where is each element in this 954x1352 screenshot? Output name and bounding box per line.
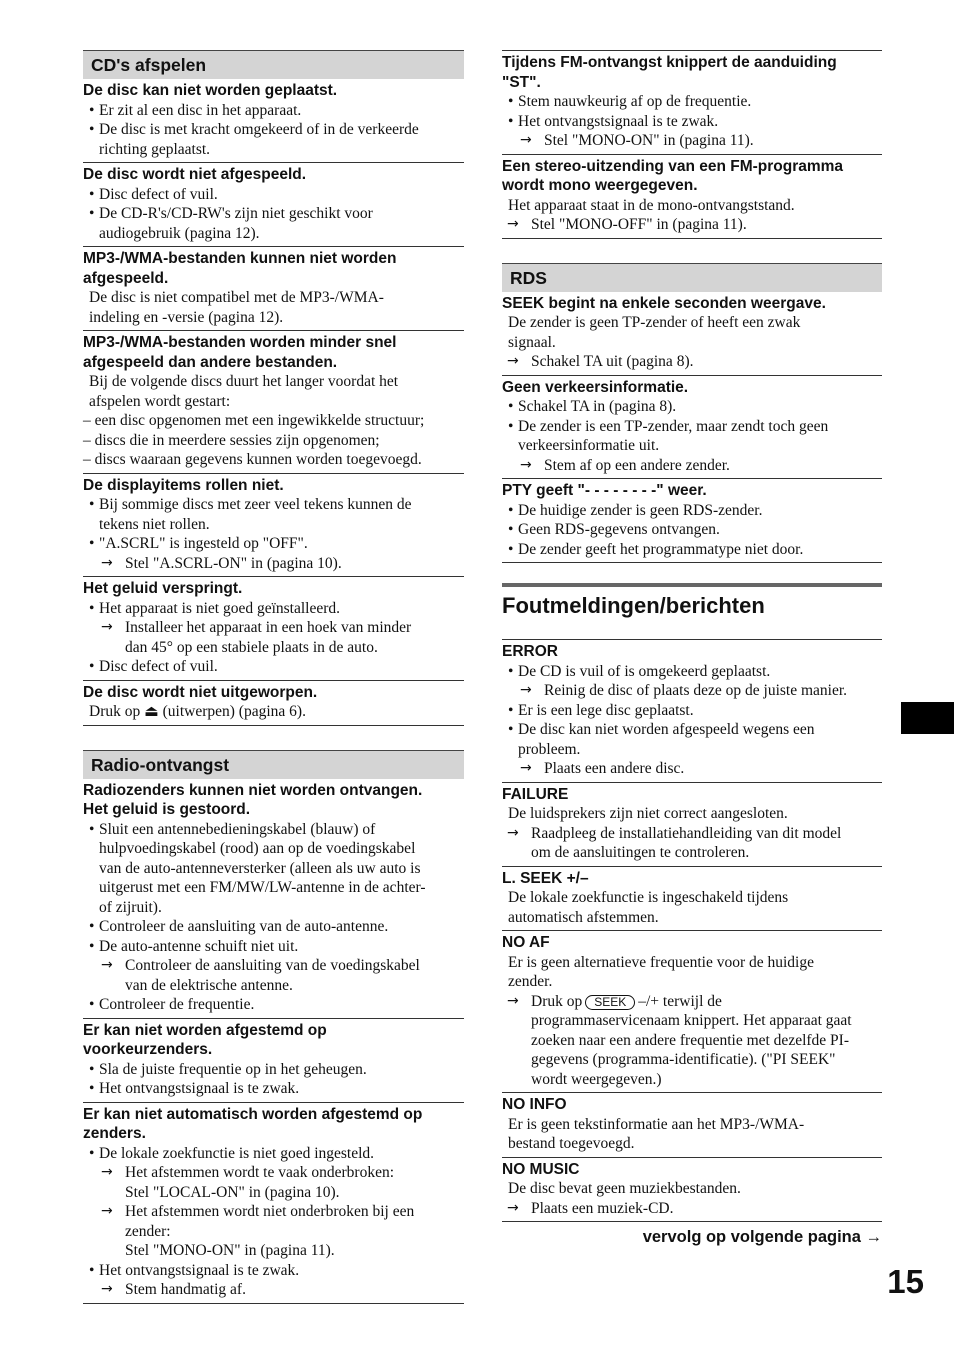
text-line: tekens niet rollen. — [99, 515, 210, 533]
line-text: Het ontvangstsignaal is te zwak. — [99, 1080, 300, 1097]
arrow-right-icon: → — [507, 992, 519, 1009]
line-text: Stel "MONO-OFF" in (pagina 11). — [531, 216, 747, 233]
bullet-line — [83, 495, 464, 515]
arrow-right-icon: → — [101, 1164, 113, 1180]
text-line: dan 45° op een stabiele plaats in de auto. — [125, 638, 378, 656]
arrow-right-icon: → — [101, 957, 113, 973]
arrow-right-icon: → — [520, 682, 532, 698]
line-text: De huidige zender is geen RDS-zender. — [518, 501, 763, 519]
bullet-icon: • — [508, 662, 514, 680]
text-line: audiogebruik (pagina 12). — [99, 224, 260, 242]
entry-title: Tijdens FM-ontvangst knippert de aanduiding — [502, 54, 837, 71]
bullet-line — [502, 720, 882, 740]
entry-title: NO INFO — [502, 1096, 567, 1113]
entry — [83, 163, 464, 247]
text-line: zender. — [508, 973, 553, 990]
bullet-icon: • — [508, 398, 514, 415]
bullet-line — [502, 92, 882, 112]
bullet-icon: • — [89, 1080, 95, 1097]
bullet-icon: • — [89, 820, 95, 838]
arrow-line — [502, 131, 882, 151]
entry — [502, 783, 882, 867]
entry — [83, 474, 464, 578]
text-line: afspelen wordt gestart: — [89, 392, 231, 410]
bullet-line — [502, 662, 882, 682]
dash-line: – een disc opgenomen met een ingewikkelde structuur; — [83, 412, 425, 429]
text-line: automatisch afstemmen. — [508, 908, 659, 926]
entry-title: ERROR — [502, 643, 558, 660]
arrow-line — [502, 824, 882, 844]
entry-title: NO MUSIC — [502, 1160, 580, 1178]
arrow-right-icon: → — [101, 1281, 113, 1297]
entry — [83, 331, 464, 474]
entry — [502, 1093, 882, 1158]
entry — [83, 1019, 464, 1103]
text-line: van de elektrische antenne. — [125, 976, 293, 994]
bullet-line — [83, 995, 464, 1015]
errors-heading-wrap — [502, 583, 882, 640]
line-text: Installeer het apparaat in een hoek van minder — [125, 619, 412, 636]
entry — [502, 155, 882, 239]
arrow-line — [83, 1163, 464, 1183]
line-text: Er is een lege disc geplaatst. — [518, 701, 694, 719]
entry — [83, 681, 464, 726]
text-line: Druk op ⏏ (uitwerpen) (pagina 6). — [89, 703, 306, 720]
bullet-icon: • — [89, 185, 95, 203]
bullet-icon: • — [508, 417, 514, 435]
rds-section — [502, 263, 882, 564]
text-line: Er is geen alternatieve frequentie voor de huidige — [508, 953, 814, 971]
line-text: Schakel TA uit (pagina 8). — [531, 353, 694, 370]
line-text: Stem nauwkeurig af op de frequentie. — [518, 93, 752, 110]
text-line: programmaservicenaam knippert. Het apparaat gaat — [531, 1012, 852, 1029]
bullet-line — [502, 397, 882, 417]
entry-title: De displayitems rollen niet. — [83, 476, 284, 494]
text-line: wordt weergegeven.) — [531, 1070, 662, 1088]
entry — [83, 577, 464, 681]
text-line: De lokale zoekfunctie is ingeschakeld tijdens — [508, 889, 789, 906]
line-text: Schakel TA in (pagina 8). — [518, 398, 677, 415]
arrow-right-icon: → — [507, 353, 519, 369]
entry-title: Er kan niet automatisch worden afgestemd op — [83, 1105, 423, 1123]
error-entries — [502, 640, 882, 1222]
line-text: Het ontvangstsignaal is te zwak. — [518, 112, 719, 130]
entry — [83, 79, 464, 163]
entry-title: De disc kan niet worden geplaatst. — [83, 82, 338, 99]
arrow-line — [83, 1202, 464, 1222]
entry-title: Het geluid is gestoord. — [83, 801, 251, 818]
line-text: De CD-R's/CD-RW's zijn niet geschikt voor — [99, 205, 373, 222]
bullet-line — [83, 101, 464, 121]
section — [83, 50, 464, 726]
section-tab-marker — [901, 702, 954, 734]
arrow-right-icon: → — [507, 216, 519, 232]
dash-line: – discs die in meerdere sessies zijn opgenomen; — [83, 431, 380, 449]
entry-title: voorkeurzenders. — [83, 1041, 213, 1058]
bullet-line — [83, 917, 464, 937]
text-line: zender: — [125, 1222, 171, 1240]
arrow-line — [502, 352, 882, 372]
bullet-line — [502, 540, 882, 560]
entry — [83, 1103, 464, 1304]
bullet-icon: • — [89, 918, 95, 935]
text-line: richting geplaatst. — [99, 140, 211, 158]
arrow-right-icon: → — [507, 1199, 519, 1216]
bullet-line — [83, 1261, 464, 1281]
entry-title: De disc wordt niet uitgeworpen. — [83, 683, 318, 701]
entry-title: afgespeeld dan andere bestanden. — [83, 353, 338, 371]
bullet-icon: • — [89, 996, 95, 1013]
entry-title: zenders. — [83, 1125, 146, 1142]
entry — [502, 1158, 882, 1223]
text-line: gegevens (programma-identificatie). ("PI SEEK" — [531, 1051, 836, 1068]
bullet-line — [83, 1060, 464, 1080]
entry-title: wordt mono weergegeven. — [502, 177, 698, 194]
arrow-line — [502, 1199, 882, 1219]
bullet-line — [83, 599, 464, 619]
text-line: verkeersinformatie uit. — [518, 437, 660, 454]
text-line: om de aansluitingen te controleren. — [531, 844, 750, 861]
section-heading: CD's afspelen — [83, 50, 464, 79]
entry — [83, 779, 464, 1019]
line-text: Bij sommige discs met zeer veel tekens kunnen de — [99, 496, 412, 513]
arrow-line — [83, 1280, 464, 1300]
entry-title: PTY geeft "- - - - - - - -" weer. — [502, 482, 707, 499]
entry — [502, 51, 882, 155]
line-text: Sla de juiste frequentie op in het geheugen. — [99, 1060, 367, 1078]
entry — [502, 479, 882, 563]
line-text: Er zit al een disc in het apparaat. — [99, 101, 302, 119]
arrow-line — [83, 554, 464, 574]
text-line: van de auto-antenneversterker (alleen als uw auto is — [99, 859, 421, 877]
dash-line: – discs waaraan gegevens kunnen worden toegevoegd. — [83, 451, 422, 468]
left-column — [83, 50, 464, 1328]
text-line: of zijruit). — [99, 898, 162, 916]
seek-key-icon: SEEK — [585, 995, 635, 1010]
bullet-line — [502, 112, 882, 132]
text-line: Er is geen tekstinformatie aan het MP3-/WMA- — [508, 1115, 805, 1133]
right-column — [502, 50, 882, 1222]
entry — [83, 247, 464, 331]
bullet-icon: • — [89, 937, 95, 955]
text-line: hulpvoedingskabel (rood) aan op de voedingskabel — [99, 840, 416, 857]
entry-title: L. SEEK +/– — [502, 869, 589, 887]
line-text: Disc defect of vuil. — [99, 658, 218, 675]
bullet-line — [83, 185, 464, 205]
entry-title: NO AF — [502, 934, 550, 951]
continue-label: vervolg op volgende pagina → — [642, 1228, 882, 1246]
line-text: Het apparaat is niet goed geïnstalleerd. — [99, 599, 341, 617]
section-heading: RDS — [502, 263, 882, 292]
arrow-right-icon: → — [520, 456, 532, 473]
entry-title: De disc wordt niet afgespeeld. — [83, 166, 307, 183]
bullet-line — [83, 820, 464, 840]
entry — [502, 931, 882, 1093]
bullet-line — [502, 501, 882, 521]
line-text: Het afstemmen wordt te vaak onderbroken: — [125, 1164, 395, 1181]
line-text: De zender is een TP-zender, maar zendt toch geen — [518, 417, 829, 435]
arrow-line — [502, 992, 882, 1012]
line-text: De disc kan niet worden afgespeeld wegens een — [518, 721, 815, 738]
line-text: Stel "A.SCRL-ON" in (pagina 10). — [125, 554, 342, 572]
line-text: Druk op — [531, 992, 583, 1010]
entry-title: afgespeeld. — [83, 269, 169, 287]
bullet-line — [502, 701, 882, 721]
bullet-icon: • — [89, 205, 95, 222]
line-text: Sluit een antennebedieningskabel (blauw) of — [99, 820, 376, 838]
text-line: Bij de volgende discs duurt het langer voordat het — [89, 373, 399, 390]
text-line: De disc is niet compatibel met de MP3-/WMA- — [89, 289, 384, 306]
bullet-icon: • — [89, 599, 95, 617]
arrow-right-icon: → — [101, 1203, 113, 1219]
bullet-icon: • — [508, 521, 514, 538]
arrow-line — [502, 681, 882, 701]
bullet-icon: • — [508, 112, 514, 130]
line-text: Controleer de aansluiting van de voedingskabel — [125, 957, 420, 974]
text-line: uitgerust met een FM/MW/LW-antenne in de achter- — [99, 879, 426, 896]
text-line: Stel "MONO-ON" in (pagina 11). — [125, 1242, 335, 1259]
section-heading: Radio-ontvangst — [83, 750, 464, 779]
entry-title: Een stereo-uitzending van een FM-programma — [502, 157, 844, 175]
arrow-right-icon: → — [507, 824, 519, 841]
line-text: Reinig de disc of plaats deze op de juiste manier. — [544, 682, 848, 699]
arrow-line — [502, 759, 882, 779]
line-text: De disc is met kracht omgekeerd of in de verkeerde — [99, 121, 419, 138]
entry-title: Radiozenders kunnen niet worden ontvangen. — [83, 781, 423, 799]
bullet-icon: • — [508, 93, 514, 110]
bullet-icon: • — [89, 535, 95, 552]
text-line: signaal. — [508, 333, 556, 351]
bullet-icon: • — [89, 496, 95, 513]
arrow-right-icon: → — [101, 619, 113, 635]
text-line: bestand toegevoegd. — [508, 1135, 635, 1152]
bullet-line — [502, 520, 882, 540]
line-text: Controleer de aansluiting van de auto-antenne. — [99, 918, 389, 935]
entry-title: "ST". — [502, 73, 541, 91]
text-line: De disc bevat geen muziekbestanden. — [508, 1180, 741, 1197]
arrow-right-icon: → — [520, 132, 532, 148]
entry — [502, 867, 882, 932]
line-text: Stem af op een andere zender. — [544, 456, 730, 474]
entry — [502, 640, 882, 783]
line-text: Het ontvangstsignaal is te zwak. — [99, 1261, 300, 1279]
line-text: Controleer de frequentie. — [99, 996, 255, 1013]
bullet-line — [83, 937, 464, 957]
line-text: De auto-antenne schuift niet uit. — [99, 937, 299, 955]
bullet-line — [83, 204, 464, 224]
line-text: Raadpleeg de installatiehandleiding van dit model — [531, 824, 842, 842]
text-line: indeling en -versie (pagina 12). — [89, 308, 284, 326]
page-number: 15 — [887, 1263, 924, 1300]
bullet-icon: • — [89, 1144, 95, 1162]
errors-section — [502, 583, 882, 1222]
bullet-line — [83, 1079, 464, 1099]
line-text: "A.SCRL" is ingesteld op "OFF". — [99, 535, 308, 552]
line-text: Stem handmatig af. — [125, 1281, 246, 1298]
line-text: Geen RDS-gegevens ontvangen. — [518, 521, 720, 538]
bullet-line — [502, 417, 882, 437]
line-text: –/+ terwijl de — [638, 992, 722, 1010]
bullet-line — [83, 534, 464, 554]
line-text: Disc defect of vuil. — [99, 185, 218, 203]
line-text: Plaats een andere disc. — [544, 760, 685, 777]
arrow-line — [502, 456, 882, 476]
arrow-line — [502, 215, 882, 235]
entry-title: MP3-/WMA-bestanden kunnen niet worden — [83, 250, 397, 267]
line-text: De CD is vuil of is omgekeerd geplaatst. — [518, 662, 771, 680]
bullet-icon: • — [89, 658, 95, 675]
text-line: probleem. — [518, 740, 581, 758]
entry — [502, 376, 882, 480]
line-text: Plaats een muziek-CD. — [531, 1199, 674, 1217]
bullet-icon: • — [89, 1261, 95, 1279]
bullet-icon: • — [508, 701, 514, 719]
text-line: De zender is geen TP-zender of heeft een zwak — [508, 314, 801, 331]
bullet-line — [83, 1144, 464, 1164]
line-text: Het afstemmen wordt niet onderbroken bij een — [125, 1203, 415, 1220]
bullet-line — [83, 120, 464, 140]
entry-title: MP3-/WMA-bestanden worden minder snel — [83, 334, 397, 351]
bullet-icon: • — [508, 721, 514, 738]
entry-title: Het geluid verspringt. — [83, 580, 243, 597]
text-line: Stel "LOCAL-ON" in (pagina 10). — [125, 1183, 340, 1201]
entry-title: FAILURE — [502, 785, 569, 803]
arrow-line — [83, 618, 464, 638]
bullet-icon: • — [508, 540, 514, 558]
bullet-icon: • — [508, 501, 514, 519]
arrow-line — [83, 956, 464, 976]
arrow-right-icon: → — [101, 554, 113, 571]
line-text: De zender geeft het programmatype niet door. — [518, 540, 804, 558]
bullet-icon: • — [89, 1060, 95, 1078]
errors-heading: Foutmeldingen/berichten — [502, 593, 765, 618]
bullet-line — [83, 657, 464, 677]
arrow-right-icon: → — [520, 760, 532, 776]
text-line: zoeken naar een andere frequentie met dezelfde PI- — [531, 1031, 849, 1049]
line-text: De lokale zoekfunctie is niet goed ingesteld. — [99, 1144, 375, 1162]
entry — [502, 292, 882, 376]
bullet-icon: • — [89, 101, 95, 119]
text-line: Het apparaat staat in de mono-ontvangststand. — [508, 196, 795, 214]
radio-continued — [502, 50, 882, 239]
line-text: Stel "MONO-ON" in (pagina 11). — [544, 132, 754, 149]
text-line: De luidsprekers zijn niet correct aangesloten. — [508, 805, 788, 822]
bullet-icon: • — [89, 121, 95, 138]
entry-title: Geen verkeersinformatie. — [502, 378, 689, 396]
entry-title: Er kan niet worden afgestemd op — [83, 1021, 327, 1039]
section — [83, 750, 464, 1304]
entry-title: SEEK begint na enkele seconden weergave. — [502, 294, 826, 312]
